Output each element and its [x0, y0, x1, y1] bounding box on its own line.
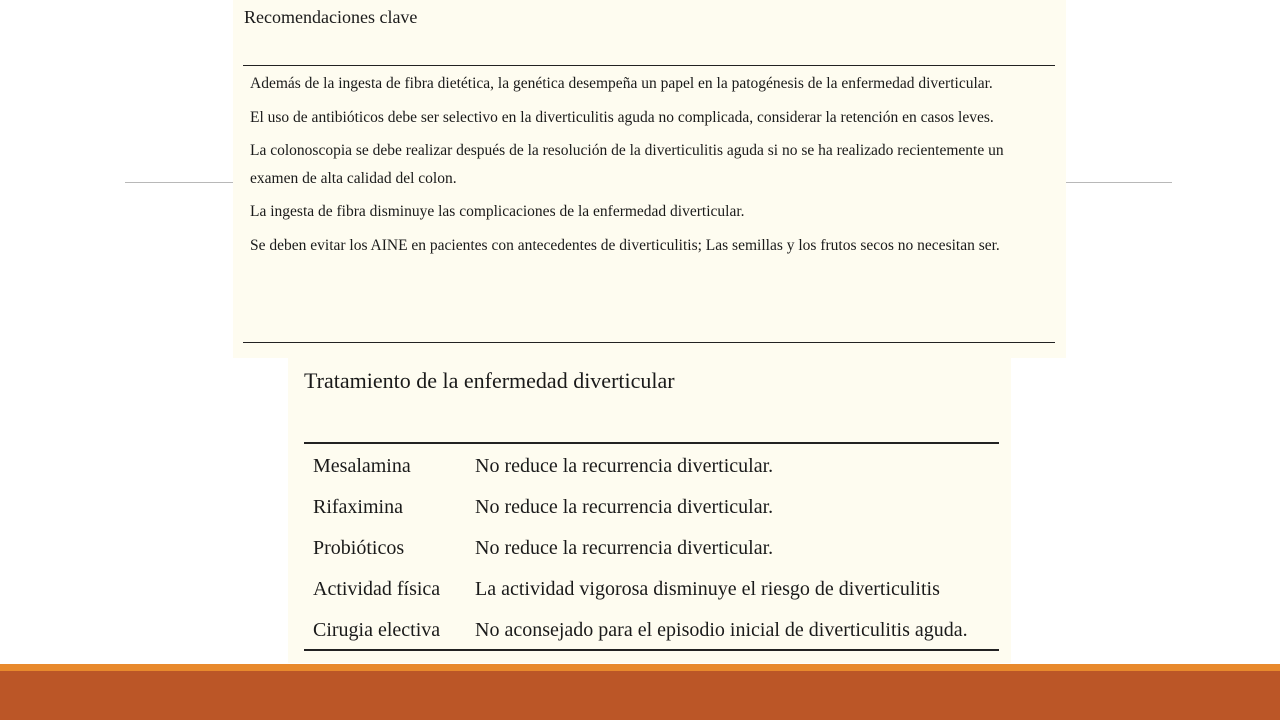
treatment-top-rule	[304, 442, 999, 444]
table-row	[304, 527, 968, 568]
treatment-name: Cirugia electiva	[313, 618, 441, 641]
treatment-name: Mesalamina	[313, 454, 411, 477]
recommendation-item: La ingesta de fibra disminuye las complicaciones de la enfermedad diverticular.	[250, 203, 745, 220]
recommendations-bottom-rule	[243, 342, 1055, 343]
recommendation-item: Se deben evitar los AINE en pacientes con antecedentes de diverticulitis; Las semillas y los frutos secos no necesitan ser.	[250, 236, 1000, 254]
treatment-effect: No reduce la recurrencia diverticular.	[475, 454, 774, 477]
treatment-effect: No reduce la recurrencia diverticular.	[475, 495, 774, 518]
treatment-name: Rifaximina	[313, 495, 403, 518]
table-row	[304, 609, 968, 650]
treatment-panel	[288, 358, 1011, 663]
treatment-name: Probióticos	[313, 536, 405, 559]
recommendations-list	[250, 70, 1050, 265]
table-row	[304, 486, 968, 527]
recommendation-item: La colonoscopia se debe realizar después de la resolución de la diverticulitis aguda si no se ha realizado recientemente un examen de alta calidad del colon.	[250, 142, 1004, 187]
table-row	[304, 445, 968, 486]
key-recommendations-panel	[233, 0, 1066, 358]
recommendation-item: Además de la ingesta de fibra dietética, la genética desempeña un papel en la patogénesis de la enfermedad diverticular.	[250, 75, 993, 92]
treatment-name: Actividad física	[313, 577, 441, 600]
table-row	[304, 568, 968, 609]
treatment-title: Tratamiento de la enfermedad diverticular	[304, 368, 675, 393]
key-recommendations-title: Recomendaciones clave	[244, 7, 418, 27]
treatment-effect: No aconsejado para el episodio inicial de diverticulitis aguda.	[475, 618, 968, 641]
treatment-bottom-rule	[304, 649, 999, 651]
treatment-effect: La actividad vigorosa disminuye el riesgo de diverticulitis	[475, 577, 940, 600]
recommendation-item: El uso de antibióticos debe ser selectivo en la diverticulitis aguda no complicada, considerar la retención en casos leves.	[250, 108, 994, 126]
recommendations-top-rule	[243, 65, 1055, 66]
treatment-table	[304, 445, 968, 650]
treatment-effect: No reduce la recurrencia diverticular.	[475, 536, 774, 559]
footer-bar	[0, 664, 1280, 720]
